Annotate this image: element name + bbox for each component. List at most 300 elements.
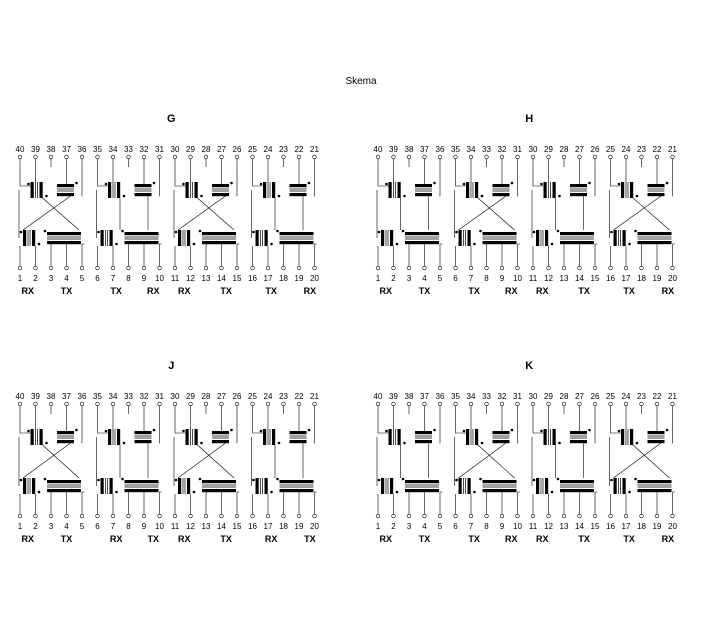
- transformer-bar: [648, 440, 665, 443]
- pin-terminal: [204, 514, 208, 518]
- polarity-dot: [252, 479, 255, 482]
- transformer-bar: [110, 478, 113, 494]
- transformer-bar: [536, 478, 539, 494]
- top-pin-number: 29: [544, 392, 553, 401]
- polarity-dot: [200, 195, 203, 198]
- transformer-bar: [475, 182, 478, 198]
- pin-terminal: [671, 514, 675, 518]
- pin-terminal: [80, 155, 84, 159]
- pin-terminal: [111, 155, 115, 159]
- bottom-pin-number: 11: [170, 274, 180, 283]
- bottom-pin-number: 5: [437, 522, 443, 531]
- pin-terminal: [220, 402, 224, 406]
- top-pin-number: 34: [466, 145, 476, 154]
- transformer-bar: [638, 489, 672, 492]
- transformer-bar: [493, 184, 510, 187]
- bottom-pin-number: 7: [110, 522, 116, 531]
- bottom-pin-number: 12: [186, 274, 195, 283]
- top-pin-number: 27: [217, 145, 226, 154]
- bottom-pin-number: 19: [294, 274, 304, 283]
- transformer-bar: [638, 480, 672, 483]
- pin-terminal: [655, 402, 659, 406]
- top-pin-number: 37: [62, 145, 71, 154]
- transformer-bar: [178, 230, 181, 246]
- transformer-bar: [389, 429, 392, 445]
- bottom-pin-number: 17: [263, 274, 273, 283]
- transformer-bar: [483, 241, 517, 244]
- wire: [440, 167, 441, 196]
- bottom-pin-number: 4: [422, 274, 427, 283]
- transformer-bar: [483, 232, 517, 235]
- pin-terminal: [376, 266, 380, 270]
- pin-terminal: [469, 402, 473, 406]
- pin-terminal: [18, 514, 22, 518]
- pin-terminal: [111, 514, 115, 518]
- polarity-dot: [153, 182, 156, 185]
- pin-terminal: [593, 514, 597, 518]
- polarity-dot: [402, 478, 405, 481]
- group-label: TX: [623, 286, 635, 296]
- wire: [159, 414, 160, 443]
- wire: [517, 167, 518, 196]
- group-label: RX: [178, 286, 191, 296]
- group-label: RX: [661, 286, 675, 296]
- transformer-bar: [263, 429, 266, 445]
- top-pin-number: 35: [451, 392, 460, 401]
- wire: [440, 244, 443, 258]
- transformer-bar: [623, 230, 626, 246]
- bottom-pin-number: 5: [79, 274, 85, 283]
- transformer-bar: [187, 478, 190, 494]
- pin-terminal: [266, 514, 270, 518]
- top-pin-number: 33: [124, 392, 133, 401]
- wire: [237, 492, 240, 506]
- wire: [595, 492, 598, 506]
- wire: [23, 443, 71, 478]
- bottom-pin-number: 3: [48, 274, 54, 283]
- bottom-pin-number: 9: [499, 274, 505, 283]
- top-pin-number: 37: [420, 392, 429, 401]
- bottom-pin-number: 8: [126, 274, 131, 283]
- group-label: TX: [265, 286, 277, 296]
- wire: [82, 244, 85, 258]
- transformer-bar: [280, 489, 314, 492]
- polarity-dot: [455, 479, 458, 482]
- polarity-dot: [278, 195, 281, 198]
- pin-terminal: [18, 402, 22, 406]
- transformer-bar: [389, 182, 392, 198]
- bottom-pin-number: 7: [110, 274, 116, 283]
- polarity-dot: [44, 230, 47, 233]
- transformer-bar: [570, 431, 587, 434]
- bottom-pin-number: 11: [170, 522, 180, 531]
- transformer-bar: [23, 230, 26, 246]
- panel-g: [16, 113, 320, 296]
- polarity-dot: [588, 182, 591, 185]
- polarity-dot: [105, 183, 108, 186]
- polarity-dot: [153, 429, 156, 432]
- pin-terminal: [297, 402, 301, 406]
- group-label: RX: [505, 286, 518, 296]
- bottom-pin-number: 17: [621, 274, 631, 283]
- pin-terminal: [65, 514, 69, 518]
- transformer-bar: [186, 429, 189, 445]
- wire: [440, 414, 441, 443]
- polarity-dot: [193, 491, 196, 494]
- polarity-dot: [27, 183, 30, 186]
- transformer-bar: [47, 241, 81, 244]
- transformer-bar: [560, 489, 594, 492]
- polarity-dot: [479, 478, 482, 481]
- bottom-pin-number: 2: [33, 274, 38, 283]
- panel-j: [16, 360, 320, 544]
- polarity-dot: [551, 491, 554, 494]
- wire: [595, 414, 596, 443]
- wire: [517, 414, 518, 443]
- top-pin-number: 32: [139, 392, 149, 401]
- bottom-pin-number: 18: [637, 522, 646, 531]
- transformer-bar: [135, 440, 152, 443]
- pin-terminal: [376, 514, 380, 518]
- transformer-bar: [125, 480, 159, 483]
- transformer-bar: [125, 489, 159, 492]
- top-pin-number: 26: [590, 145, 600, 154]
- group-label: TX: [468, 534, 480, 544]
- bottom-pin-number: 20: [310, 522, 319, 531]
- bottom-pin-number: 3: [406, 274, 412, 283]
- bottom-pin-number: 4: [64, 274, 69, 283]
- wire: [459, 443, 507, 478]
- transformer-bar: [648, 184, 665, 187]
- pin-terminal: [438, 402, 442, 406]
- pin-terminal: [423, 155, 427, 159]
- transformer-bar: [272, 429, 275, 445]
- transformer-bar: [23, 478, 26, 494]
- transformer-bar: [638, 241, 672, 244]
- group-label: RX: [536, 534, 549, 544]
- group-label: TX: [110, 286, 122, 296]
- pin-terminal: [547, 402, 551, 406]
- polarity-dot: [193, 243, 196, 246]
- pin-terminal: [407, 266, 411, 270]
- top-pin-number: 23: [637, 145, 646, 154]
- polarity-dot: [455, 231, 458, 234]
- pin-terminal: [80, 266, 84, 270]
- polarity-dot: [618, 183, 621, 186]
- pin-terminal: [454, 266, 458, 270]
- pin-terminal: [547, 514, 551, 518]
- page-title: Skema: [345, 76, 377, 87]
- pin-terminal: [204, 155, 208, 159]
- bottom-pin-number: 8: [484, 522, 489, 531]
- pin-terminal: [655, 514, 659, 518]
- pin-terminal: [220, 514, 224, 518]
- polarity-dot: [38, 243, 41, 246]
- polarity-dot: [666, 429, 669, 432]
- transformer-bar: [40, 429, 43, 445]
- transformer-bar: [202, 480, 236, 483]
- group-label: RX: [21, 286, 35, 296]
- pin-terminal: [251, 514, 255, 518]
- transformer-bar: [493, 193, 510, 196]
- polarity-dot: [121, 230, 124, 233]
- polarity-dot: [511, 429, 514, 432]
- transformer-bar: [560, 241, 594, 244]
- transformer-bar: [117, 429, 120, 445]
- transformer-bar: [186, 182, 189, 198]
- transformer-bar: [135, 431, 152, 434]
- pin-terminal: [469, 266, 473, 270]
- polarity-dot: [481, 195, 484, 198]
- pin-terminal: [640, 402, 644, 406]
- top-pin-number: 40: [15, 392, 25, 401]
- bottom-pin-number: 19: [652, 522, 662, 531]
- transformer-bar: [195, 182, 198, 198]
- bottom-pin-number: 13: [201, 274, 211, 283]
- pin-terminal: [578, 514, 582, 518]
- transformer-bar: [212, 193, 229, 196]
- group-label: TX: [220, 534, 232, 544]
- polarity-dot: [199, 478, 202, 481]
- pin-terminal: [297, 266, 301, 270]
- top-pin-number: 38: [46, 392, 56, 401]
- polarity-dot: [636, 195, 639, 198]
- pin-terminal: [282, 402, 286, 406]
- transformer-bar: [621, 182, 624, 198]
- pin-terminal: [624, 155, 628, 159]
- top-pin-number: 36: [435, 145, 445, 154]
- pin-terminal: [392, 266, 396, 270]
- top-pin-number: 38: [404, 392, 414, 401]
- wire: [673, 492, 676, 506]
- transformer-bar: [290, 440, 307, 443]
- transformer-bar: [614, 478, 617, 494]
- top-pin-number: 25: [248, 392, 257, 401]
- transformer-bar: [202, 241, 236, 244]
- transformer-bar: [280, 241, 314, 244]
- pin-terminal: [158, 266, 162, 270]
- polarity-dot: [27, 430, 30, 433]
- group-label: RX: [303, 286, 317, 296]
- transformer-bar: [553, 182, 556, 198]
- polarity-dot: [182, 183, 185, 186]
- transformer-bar: [405, 480, 439, 483]
- polarity-dot: [230, 429, 233, 432]
- pin-terminal: [34, 402, 38, 406]
- top-pin-number: 33: [124, 145, 133, 154]
- pin-terminal: [640, 266, 644, 270]
- pin-terminal: [266, 155, 270, 159]
- top-pin-number: 25: [248, 145, 257, 154]
- top-pin-number: 22: [294, 145, 304, 154]
- group-label: TX: [418, 534, 431, 544]
- bottom-pin-number: 13: [559, 274, 569, 283]
- transformer-bar: [108, 182, 111, 198]
- pin-terminal: [469, 514, 473, 518]
- wire: [315, 244, 318, 258]
- wire: [614, 443, 662, 478]
- group-label: TX: [418, 286, 431, 296]
- transformer-bar: [381, 478, 384, 494]
- pin-terminal: [562, 402, 566, 406]
- group-label: TX: [147, 534, 160, 544]
- polarity-dot: [628, 243, 631, 246]
- bottom-pin-number: 9: [141, 522, 147, 531]
- pin-terminal: [593, 266, 597, 270]
- polarity-dot: [396, 491, 399, 494]
- polarity-dot: [618, 430, 621, 433]
- polarity-dot: [115, 491, 118, 494]
- top-pin-number: 39: [31, 145, 40, 154]
- polarity-dot: [666, 182, 669, 185]
- top-pin-number: 28: [559, 145, 569, 154]
- bottom-pin-number: 10: [155, 274, 164, 283]
- wire: [518, 244, 521, 258]
- polarity-dot: [533, 231, 536, 234]
- top-pin-number: 30: [170, 392, 180, 401]
- polarity-dot: [20, 231, 23, 234]
- pin-terminal: [655, 266, 659, 270]
- transformer-bar: [545, 230, 548, 246]
- pin-terminal: [593, 402, 597, 406]
- transformer-bar: [212, 431, 229, 434]
- bottom-pin-number: 1: [375, 522, 381, 531]
- polarity-dot: [636, 442, 639, 445]
- pin-terminal: [127, 402, 131, 406]
- top-pin-number: 29: [544, 145, 553, 154]
- polarity-dot: [557, 230, 560, 233]
- polarity-dot: [75, 429, 78, 432]
- pin-terminal: [235, 514, 239, 518]
- wire: [237, 414, 238, 443]
- top-pin-number: 31: [513, 145, 522, 154]
- wire: [237, 167, 238, 196]
- panel-h: [374, 113, 678, 296]
- top-pin-number: 31: [513, 392, 522, 401]
- group-label: RX: [147, 286, 160, 296]
- pin-terminal: [142, 155, 146, 159]
- transformer-bar: [405, 489, 439, 492]
- pin-terminal: [142, 514, 146, 518]
- transformer-bar: [560, 232, 594, 235]
- transformer-bar: [280, 232, 314, 235]
- transformer-bar: [263, 182, 266, 198]
- wire: [178, 443, 226, 478]
- bottom-pin-number: 5: [437, 274, 443, 283]
- pin-terminal: [407, 514, 411, 518]
- top-pin-number: 25: [606, 145, 615, 154]
- transformer-bar: [570, 193, 587, 196]
- pin-terminal: [158, 514, 162, 518]
- panel-label: H: [525, 113, 534, 125]
- transformer-bar: [493, 440, 510, 443]
- pin-terminal: [376, 155, 380, 159]
- pin-terminal: [671, 155, 675, 159]
- bottom-pin-number: 20: [668, 274, 677, 283]
- transformer-bar: [536, 230, 539, 246]
- transformer-bar: [135, 184, 152, 187]
- top-pin-number: 23: [279, 145, 288, 154]
- pin-terminal: [173, 514, 177, 518]
- pin-terminal: [173, 402, 177, 406]
- pin-terminal: [516, 402, 520, 406]
- transformer-bar: [415, 184, 432, 187]
- bottom-pin-number: 17: [263, 522, 273, 531]
- polarity-dot: [260, 183, 263, 186]
- pin-terminal: [655, 155, 659, 159]
- pin-terminal: [376, 402, 380, 406]
- pin-terminal: [34, 155, 38, 159]
- pin-terminal: [423, 514, 427, 518]
- transformer-bar: [31, 182, 34, 198]
- transformer-bar: [623, 478, 626, 494]
- pin-terminal: [500, 514, 504, 518]
- group-label: RX: [379, 286, 393, 296]
- transformer-bar: [560, 480, 594, 483]
- polarity-dot: [588, 429, 591, 432]
- transformer-bar: [101, 230, 104, 246]
- pin-terminal: [531, 266, 535, 270]
- top-pin-number: 38: [404, 145, 414, 154]
- polarity-dot: [276, 478, 279, 481]
- polarity-dot: [533, 479, 536, 482]
- polarity-dot: [378, 231, 381, 234]
- pin-terminal: [282, 514, 286, 518]
- pin-terminal: [173, 266, 177, 270]
- top-pin-number: 26: [590, 392, 600, 401]
- top-pin-number: 35: [451, 145, 460, 154]
- transformer-bar: [415, 431, 432, 434]
- transformer-bar: [468, 478, 471, 494]
- bottom-pin-number: 12: [186, 522, 195, 531]
- transformer-bar: [390, 478, 393, 494]
- bottom-pin-number: 13: [559, 522, 569, 531]
- bottom-pin-number: 13: [201, 522, 211, 531]
- polarity-dot: [463, 183, 466, 186]
- bottom-pin-number: 15: [590, 274, 600, 283]
- pin-terminal: [313, 514, 317, 518]
- polarity-dot: [44, 478, 47, 481]
- pin-terminal: [578, 155, 582, 159]
- pin-terminal: [49, 266, 53, 270]
- pin-terminal: [438, 266, 442, 270]
- top-pin-number: 35: [93, 392, 102, 401]
- transformer-bar: [256, 230, 259, 246]
- top-pin-number: 32: [139, 145, 149, 154]
- pin-terminal: [34, 514, 38, 518]
- panel-label: G: [166, 113, 176, 125]
- transformer-bar: [195, 429, 198, 445]
- polarity-dot: [610, 479, 613, 482]
- polarity-dot: [20, 479, 23, 482]
- polarity-dot: [252, 231, 255, 234]
- wire: [82, 167, 83, 196]
- pin-terminal: [189, 155, 193, 159]
- panel-label: K: [525, 360, 534, 372]
- top-pin-number: 26: [232, 392, 242, 401]
- pin-terminal: [640, 155, 644, 159]
- pin-terminal: [65, 155, 69, 159]
- transformer-bar: [272, 182, 275, 198]
- wire: [440, 492, 443, 506]
- bottom-pin-number: 1: [17, 274, 23, 283]
- top-pin-number: 26: [232, 145, 242, 154]
- pin-terminal: [266, 266, 270, 270]
- pin-terminal: [266, 402, 270, 406]
- wire: [459, 196, 507, 230]
- top-pin-number: 38: [46, 145, 56, 154]
- pin-terminal: [18, 266, 22, 270]
